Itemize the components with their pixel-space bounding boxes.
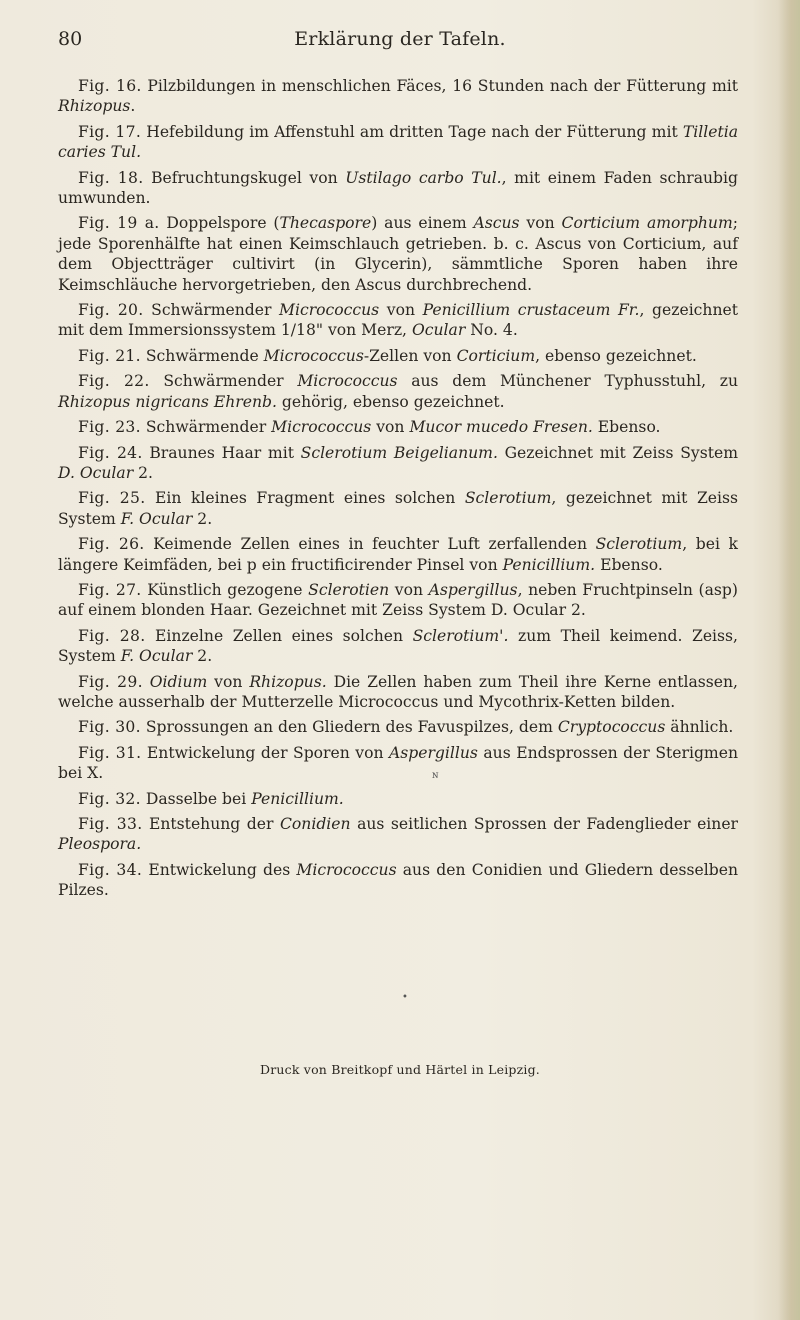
figure-entry xyxy=(58,346,738,366)
figure-text: von xyxy=(371,418,410,437)
figure-text: von xyxy=(379,301,423,320)
figure-text: , gezeichnet mit Zeiss System xyxy=(58,489,738,528)
figure-taxon: Rhizopus. xyxy=(249,672,327,691)
figure-taxon: Oidium xyxy=(149,672,208,691)
figure-taxon: Rhizopus xyxy=(58,97,131,116)
page-header xyxy=(0,28,800,58)
figure-label: Fig. 19 a. xyxy=(78,214,160,233)
figure-text: Keimende Zellen eines in feuchter Luft zerfallenden xyxy=(144,535,596,554)
figure-text: Befruchtungskugel von xyxy=(143,168,346,187)
figure-text: Schwärmender xyxy=(149,372,298,391)
printer-imprint: Druck von Breitkopf und Härtel in Leipzig. xyxy=(260,1062,540,1077)
figure-label: Fig. 23. xyxy=(78,418,141,437)
figure-text: ; jede Sporenhälfte hat einen Keimschlauch getrieben. b. c. Ascus von Corticium, auf dem Objectträger cultivirt (in Glycerin), sämmtliche Sporen haben ihre Keimschläuche hervorgetrieben, den Ascus durchbrechend. xyxy=(58,214,738,294)
figure-text: ähnlich. xyxy=(665,718,734,737)
figure-taxon: F. Ocular xyxy=(120,509,193,528)
figure-label: Fig. 30. xyxy=(78,718,141,737)
figure-text: gehörig, ebenso gezeichnet. xyxy=(276,392,505,411)
figure-taxon: Ocular xyxy=(411,321,466,340)
figure-text: ) aus einem xyxy=(371,214,474,233)
figure-label: Fig. 21. xyxy=(78,346,141,365)
figure-entry xyxy=(58,300,738,341)
figure-taxon: F. Ocular xyxy=(120,647,193,666)
figure-entry xyxy=(58,417,738,437)
figure-label: Fig. 29. xyxy=(78,672,143,691)
figure-text: No. 4. xyxy=(465,321,518,340)
figure-taxon: Sclerotium Beigelianum. xyxy=(300,443,498,462)
figure-entry xyxy=(58,626,738,667)
figure-text: aus dem Münchener Typhusstuhl, zu xyxy=(397,372,738,391)
figure-taxon: Penicillium crustaceum Fr. xyxy=(422,301,640,320)
figure-entry xyxy=(58,443,738,484)
figure-label: Fig. 26. xyxy=(78,535,145,554)
page-edge-shadow xyxy=(778,0,800,1320)
figure-text: , mit einem Faden schraubig umwunden. xyxy=(58,168,738,208)
figure-text: Hefebildung im Affenstuhl am dritten Tage nach der Fütterung mit xyxy=(141,122,683,141)
figure-entry xyxy=(58,580,738,621)
figure-text: zum Theil keimend. Zeiss, System xyxy=(58,626,738,666)
figure-taxon: Ustilago carbo Tul. xyxy=(345,168,502,187)
figure-taxon: Micrococcus xyxy=(297,372,398,391)
figure-entry xyxy=(58,371,738,412)
figure-taxon: Ascus xyxy=(473,214,520,233)
figure-taxon: Micrococcus xyxy=(296,860,397,879)
figure-label: Fig. 17. xyxy=(78,122,142,141)
print-speck: ɴ xyxy=(432,770,439,781)
figure-text: 2. xyxy=(192,647,213,666)
figure-taxon: Penicillium. xyxy=(251,789,344,808)
figure-entry xyxy=(58,814,738,855)
running-title: Erklärung der Tafeln. xyxy=(294,28,506,50)
figure-taxon: Corticium xyxy=(456,346,536,365)
figure-text: , neben Fruchtpinseln (asp) auf einem blonden Haar. Gezeichnet mit Zeiss System D. Ocular 2. xyxy=(58,580,738,620)
figure-text: 2. xyxy=(133,463,154,482)
figure-entry xyxy=(58,717,738,737)
figure-text: Pilzbildungen in menschlichen Fäces, 16 Stunden nach der Fütterung mit xyxy=(141,77,738,95)
figure-legend-list xyxy=(58,76,738,906)
figure-text: Entstehung der xyxy=(142,815,280,833)
figure-entry xyxy=(58,122,738,163)
figure-entry xyxy=(58,534,738,575)
figure-entry xyxy=(58,860,738,901)
figure-taxon: Thecaspore xyxy=(279,214,372,233)
figure-label: Fig. 33. xyxy=(78,815,143,833)
figure-text: , bei k längere Keimfäden, bei p ein fructificirender Pinsel von xyxy=(58,535,739,574)
figure-label: Fig. 28. xyxy=(78,626,146,645)
figure-text: aus den Conidien und Gliedern desselben Pilzes. xyxy=(58,860,738,900)
figure-text: Künstlich gezogene xyxy=(141,580,309,599)
figure-taxon: Tilletia caries Tul. xyxy=(58,122,739,162)
figure-taxon: Conidien xyxy=(279,815,351,833)
print-speck: • xyxy=(402,992,408,1003)
figure-text: . xyxy=(130,97,136,116)
figure-text: , gezeichnet mit dem Immersionssystem 1/18" von Merz, xyxy=(58,301,738,340)
figure-taxon: Sclerotium xyxy=(464,489,552,508)
figure-text: Ebenso. xyxy=(595,555,663,574)
figure-taxon: Sclerotium xyxy=(595,535,683,554)
figure-entry xyxy=(58,743,738,784)
figure-taxon: Micrococcus xyxy=(263,346,364,365)
figure-label: Fig. 34. xyxy=(78,860,143,879)
figure-entry xyxy=(58,488,738,529)
figure-label: Fig. 25. xyxy=(78,489,146,508)
figure-text: aus seitlichen Sprossen der Fadenglieder einer xyxy=(350,815,739,833)
figure-text: von xyxy=(519,214,562,233)
figure-taxon: D. Ocular xyxy=(58,463,134,482)
figure-text: Sprossungen an den Gliedern des Favuspilzes, dem xyxy=(140,718,558,737)
figure-taxon: Mucor mucedo Fresen. xyxy=(409,418,593,437)
figure-text: Dasselbe bei xyxy=(140,789,252,808)
figure-entry xyxy=(58,168,738,209)
figure-taxon: Sclerotium'. xyxy=(412,626,509,645)
figure-taxon: Sclerotien xyxy=(308,580,390,599)
figure-label: Fig. 31. xyxy=(78,743,142,762)
figure-text: Braunes Haar mit xyxy=(142,443,301,462)
figure-text xyxy=(143,673,150,691)
figure-taxon: Rhizopus nigricans Ehrenb. xyxy=(58,392,277,411)
figure-label: Fig. 20. xyxy=(78,301,144,320)
figure-text: 2. xyxy=(192,509,213,528)
figure-text: Ein kleines Fragment eines solchen xyxy=(145,489,465,508)
figure-text: Gezeichnet mit Zeiss System xyxy=(497,443,738,462)
figure-entry xyxy=(58,213,738,295)
figure-taxon: Aspergillus xyxy=(388,743,478,762)
figure-text: Schwärmender xyxy=(140,418,272,437)
figure-taxon: Corticium amorphum xyxy=(561,214,733,233)
figure-taxon: Cryptococcus xyxy=(557,718,666,737)
figure-label: Fig. 22. xyxy=(78,372,150,391)
figure-entry xyxy=(58,789,738,809)
figure-taxon: Micrococcus xyxy=(279,301,380,320)
page-number: 80 xyxy=(58,28,83,50)
figure-taxon: Penicillium. xyxy=(502,555,596,574)
figure-text: Entwickelung des xyxy=(142,860,297,879)
figure-text: Schwärmender xyxy=(143,301,280,320)
figure-taxon: Pleospora. xyxy=(58,835,142,854)
figure-text: Schwärmende xyxy=(140,346,264,365)
figure-text: aus Endsprossen der Sterigmen bei X. xyxy=(58,743,738,783)
figure-text: Entwickelung der Sporen von xyxy=(141,743,389,762)
figure-label: Fig. 32. xyxy=(78,789,141,808)
figure-label: Fig. 18. xyxy=(78,168,144,187)
figure-text: von xyxy=(389,580,429,599)
figure-label: Fig. 27. xyxy=(78,580,142,599)
figure-text: , ebenso gezeichnet. xyxy=(535,346,697,365)
figure-text: von xyxy=(207,672,250,691)
figure-text: Doppelspore ( xyxy=(159,214,280,233)
figure-entry xyxy=(58,76,738,117)
figure-text: Einzelne Zellen eines solchen xyxy=(145,626,413,645)
figure-taxon: Micrococcus xyxy=(271,418,372,437)
figure-label: Fig. 16. xyxy=(78,77,142,95)
figure-text: -Zellen von xyxy=(363,346,457,365)
figure-entry xyxy=(58,672,738,713)
figure-text: Ebenso. xyxy=(592,418,661,437)
figure-label: Fig. 24. xyxy=(78,443,143,462)
figure-taxon: Aspergillus xyxy=(428,580,518,599)
figure-text: Die Zellen haben zum Theil ihre Kerne entlassen, welche ausserhalb der Mutterzelle Micrococcus und Mycothrix-Ketten bilden. xyxy=(58,672,739,711)
